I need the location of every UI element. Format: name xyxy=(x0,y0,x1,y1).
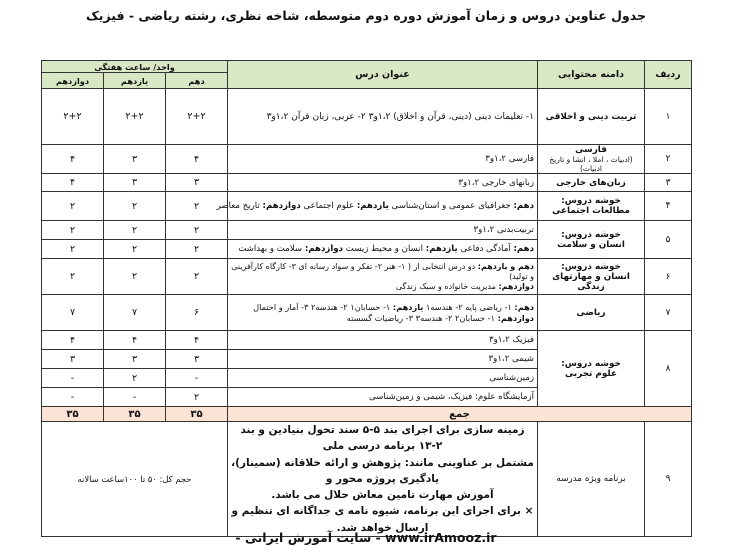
hours-grade-10: ۲ xyxy=(166,259,228,295)
total-label: جمع xyxy=(228,407,692,422)
total-grade-12: ۳۵ xyxy=(42,407,104,422)
table-row xyxy=(42,331,692,350)
table-row xyxy=(42,295,692,331)
hours-grade-12: ۲+۲ xyxy=(42,89,104,145)
special-program-text xyxy=(228,422,538,537)
table-row xyxy=(42,221,692,240)
course-name: آمادگی دفاعی xyxy=(457,244,514,254)
course-cell: ۱- تعلیمات دینی (دینی، قرآن و اخلاق) ۱،۲و۳ ۲- عربی، زبان قرآن ۱،۲و۳ xyxy=(228,89,538,145)
special-program-row xyxy=(42,422,692,537)
domain-cell xyxy=(538,259,645,295)
total-row xyxy=(42,407,692,422)
table-row xyxy=(42,259,692,295)
hours-grade-10: ۲ xyxy=(166,221,228,240)
course-name: انسان و محیط زیست xyxy=(343,244,426,254)
header-grade-12: دوازدهم xyxy=(42,73,104,89)
hours-grade-11: ۲ xyxy=(104,369,166,388)
hours-grade-12: ۲ xyxy=(42,240,104,259)
hours-grade-12: ۴ xyxy=(42,174,104,192)
course-grade-label: دوازدهم: xyxy=(304,244,344,254)
row-number: ۶ xyxy=(645,259,692,295)
special-line: زمینه سازی برای اجرای بند ۵-۵ سند تحول بنیادین و بند ۲-۱۳ برنامه درسی ملی xyxy=(240,424,525,453)
course-name: تاریخ معاصر xyxy=(216,201,263,211)
table-row xyxy=(42,145,692,174)
hours-grade-12: ۲ xyxy=(42,192,104,221)
course-cell xyxy=(228,259,538,295)
course-name: دو درس انتخابی از ( ۱- هنر ۲- تفکر و سواد رسانه ای ۳- کارگاه کارآفرینی و تولید) xyxy=(231,261,534,281)
hours-grade-10: ۲ xyxy=(166,240,228,259)
footer xyxy=(0,530,732,545)
course-cell xyxy=(228,240,538,259)
course-grade-label: دهم: xyxy=(513,244,534,254)
course-name: ۱- حسابان۲ ۲- هندسه۳ ۳- ریاضیات گسسته xyxy=(346,312,498,323)
row-number: ۴ xyxy=(645,192,692,221)
domain-note: مطالعات اجتماعی xyxy=(552,206,630,216)
course-grade-label: یازدهم: xyxy=(356,201,389,211)
domain-note: انسان و سلامت xyxy=(557,239,625,250)
special-line: × برای اجرای این برنامه، شیوه نامه ی جداگانه ای تنظیم و ارسال خواهد شد. xyxy=(231,505,534,534)
hours-grade-11: ۳ xyxy=(104,350,166,369)
domain-label: فارسی xyxy=(575,145,607,155)
hours-grade-10: ۳ xyxy=(166,174,228,192)
row-number: ۳ xyxy=(645,174,692,192)
hours-grade-10: ۳ xyxy=(166,350,228,369)
domain-label: خوشه دروس: xyxy=(561,196,621,206)
domain-label: خوشه دروس: xyxy=(561,358,621,369)
course-cell: فارسی ۱،۲و۳ xyxy=(228,145,538,174)
header-grade-10: دهم xyxy=(166,73,228,89)
hours-grade-11: - xyxy=(104,388,166,407)
course-name: جغرافیای عمومی و استان‌شناسی xyxy=(388,201,514,211)
special-line: آموزش مهارت تامین معاش حلال می باشد. xyxy=(271,489,494,502)
page-title: جدول عناوین دروس و زمان آموزش دوره دوم متوسطه، شاخه نظری، رشته ریاضی - فیزیک xyxy=(85,8,647,23)
course-grade-label: دوازدهم: xyxy=(262,201,301,211)
hours-grade-10: ۲ xyxy=(166,192,228,221)
course-name: علوم اجتماعی xyxy=(300,201,357,211)
course-name: سلامت و بهداشت xyxy=(238,244,305,254)
hours-grade-12: ۷ xyxy=(42,295,104,331)
course-cell xyxy=(228,295,538,331)
domain-label: خوشه دروس: xyxy=(561,229,621,240)
header-row-no: ردیف xyxy=(645,61,692,89)
site-url-link[interactable]: www.irAmooz.ir xyxy=(385,530,497,545)
course-cell: فیزیک ۱،۲و۳ xyxy=(228,331,538,350)
total-grade-11: ۳۵ xyxy=(104,407,166,422)
course-grade-label: دوازدهم: xyxy=(498,281,534,291)
course-name: ۱- ریاضی پایه ۲- هندسه۱ xyxy=(423,302,515,313)
hours-grade-12: - xyxy=(42,369,104,388)
course-name: ۱- حسابان۱ ۲- هندسه۲ ۳- آمار و احتمال xyxy=(253,302,393,313)
header-row xyxy=(42,61,692,73)
row-number: ۷ xyxy=(645,295,692,331)
domain-cell: زبان‌های خارجی xyxy=(538,174,645,192)
course-cell xyxy=(216,192,538,221)
domain-label: خوشه دروس: xyxy=(561,261,621,272)
hours-grade-10: ۴ xyxy=(166,145,228,174)
header-course: عنوان درس xyxy=(228,61,538,89)
hours-grade-12: - xyxy=(42,388,104,407)
course-grade-label: دهم: xyxy=(513,201,534,211)
hours-grade-12: ۲ xyxy=(42,259,104,295)
total-grade-10: ۳۵ xyxy=(166,407,228,422)
domain-cell xyxy=(538,331,645,407)
domain-cell xyxy=(538,221,645,259)
row-number: ۱ xyxy=(645,89,692,145)
domain-note: انسان و مهارتهای زندگی xyxy=(552,271,630,292)
hours-grade-11: ۲ xyxy=(104,192,166,221)
course-grade-label: دهم و یازدهم: xyxy=(477,261,534,271)
row-number: ۸ xyxy=(645,331,692,407)
domain-note: (ادبیات ، املا ، انشا و تاریخ ادبیات) xyxy=(549,155,633,173)
hours-grade-11: ۲ xyxy=(104,240,166,259)
header-hours: واحد/ ساعت هفتگی xyxy=(42,61,228,73)
hours-grade-11: ۳ xyxy=(104,174,166,192)
hours-grade-11: ۳ xyxy=(104,145,166,174)
row-number: ۹ xyxy=(645,422,692,537)
hours-grade-12: ۲ xyxy=(42,221,104,240)
hours-grade-10: ۴ xyxy=(166,331,228,350)
course-cell: تربیت‌بدنی ۱،۲و۳ xyxy=(228,221,538,240)
hours-grade-11: ۷ xyxy=(104,295,166,331)
table-row xyxy=(42,174,692,192)
curriculum-table xyxy=(41,60,692,537)
course-cell: شیمی ۱،۲و۳ xyxy=(228,350,538,369)
course-grade-label: یازدهم: xyxy=(392,302,424,313)
course-grade-label: دوازدهم: xyxy=(497,312,534,323)
row-number: ۵ xyxy=(645,221,692,259)
hours-grade-12: ۳ xyxy=(42,350,104,369)
hours-grade-12: ۴ xyxy=(42,331,104,350)
hours-grade-11: ۲+۲ xyxy=(104,89,166,145)
hours-grade-11: ۲ xyxy=(104,221,166,240)
hours-grade-11: ۲ xyxy=(104,259,166,295)
domain-cell xyxy=(538,145,645,174)
site-name: - سایت آموزش ایرانی - xyxy=(235,530,381,545)
special-line: مشتمل بر عناوینی مانند: پژوهش و ارائه خلاقانه (سمینار)، یادگیری پروژه محور و xyxy=(231,456,534,485)
row-number: ۲ xyxy=(645,145,692,174)
header-domain: دامنه محتوایی xyxy=(538,61,645,89)
hours-grade-11: ۴ xyxy=(104,331,166,350)
hours-grade-12: ۴ xyxy=(42,145,104,174)
table-row xyxy=(42,89,692,145)
course-name: مدیریت خانواده و سبک زندگی xyxy=(395,281,499,291)
domain-cell: برنامه ویژه مدرسه xyxy=(538,422,645,537)
course-cell: زمین‌شناسی xyxy=(228,369,538,388)
hours-grade-10: ۲+۲ xyxy=(166,89,228,145)
domain-cell: ریاضی xyxy=(538,295,645,331)
hours-grade-10: ۲ xyxy=(166,388,228,407)
course-grade-label: یازدهم: xyxy=(425,244,458,254)
hours-grade-10: ۶ xyxy=(166,295,228,331)
course-cell: آزمایشگاه علوم: فیزیک، شیمی و زمین‌شناسی xyxy=(228,388,538,407)
header-grade-11: یازدهم xyxy=(104,73,166,89)
hours-grade-10: - xyxy=(166,369,228,388)
domain-note: علوم تجربی xyxy=(565,368,617,379)
table-row xyxy=(42,192,692,221)
course-grade-label: دهم: xyxy=(514,302,534,313)
domain-cell xyxy=(538,192,645,221)
total-volume: حجم کل: ۵۰ تا ۱۰۰ساعت سالانه xyxy=(42,422,228,537)
domain-cell: تربیت دینی و اخلاقی xyxy=(538,89,645,145)
course-cell: زبانهای خارجی ۱،۲و۳ xyxy=(228,174,538,192)
